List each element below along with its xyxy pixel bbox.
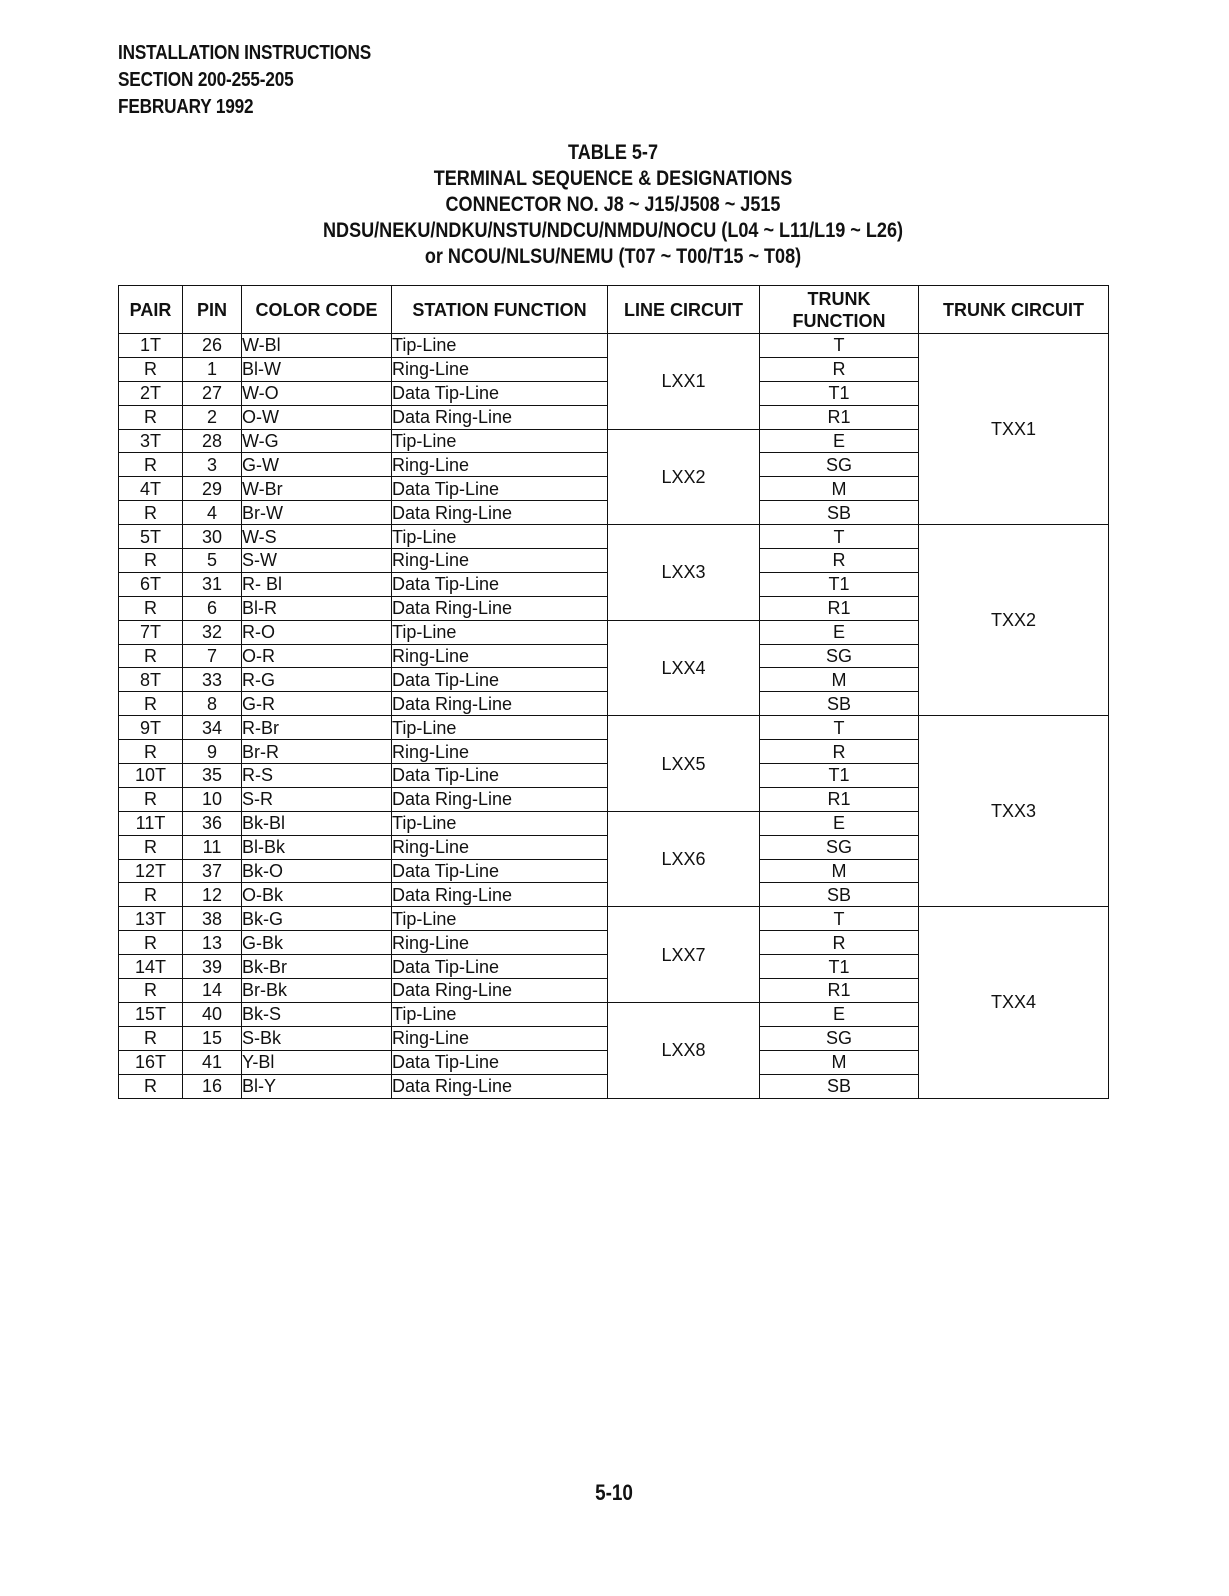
line-circuit-cell: LXX7 <box>608 907 760 1003</box>
color-code-cell: Br-R <box>242 740 392 764</box>
trunk-function-cell: SG <box>760 1026 919 1050</box>
station-function-cell: Data Ring-Line <box>392 501 608 525</box>
pair-cell: 4T <box>119 477 183 501</box>
trunk-function-cell: R1 <box>760 787 919 811</box>
color-code-cell: G-Bk <box>242 931 392 955</box>
pair-cell: 10T <box>119 764 183 788</box>
table-title <box>118 140 1108 270</box>
trunk-function-cell: SG <box>760 644 919 668</box>
station-function-cell: Data Ring-Line <box>392 883 608 907</box>
table-body <box>119 334 1109 1099</box>
alternate-pcbs: or NCOU/NLSU/NEMU (T07 ~ T00/T15 ~ T08) <box>424 245 802 268</box>
table-row <box>119 525 1109 549</box>
station-function-cell: Data Ring-Line <box>392 692 608 716</box>
line-circuit-cell: LXX5 <box>608 716 760 812</box>
trunk-function-cell: R <box>760 740 919 764</box>
color-code-cell: O-Bk <box>242 883 392 907</box>
pair-cell: 13T <box>119 907 183 931</box>
pin-cell: 27 <box>183 381 242 405</box>
pair-cell: R <box>119 835 183 859</box>
pin-cell: 10 <box>183 787 242 811</box>
pin-cell: 36 <box>183 811 242 835</box>
line-circuit-cell: LXX3 <box>608 525 760 621</box>
table-row <box>119 716 1109 740</box>
pin-cell: 37 <box>183 859 242 883</box>
station-function-cell: Ring-Line <box>392 453 608 477</box>
station-function-cell: Tip-Line <box>392 334 608 358</box>
color-code-cell: Bk-G <box>242 907 392 931</box>
station-function-cell: Data Tip-Line <box>392 859 608 883</box>
terminal-sequence-table <box>118 285 1109 1099</box>
pin-cell: 1 <box>183 357 242 381</box>
station-function-cell: Data Ring-Line <box>392 405 608 429</box>
col-header-pin: PIN <box>183 286 242 334</box>
pin-cell: 38 <box>183 907 242 931</box>
trunk-function-cell: R <box>760 549 919 573</box>
pair-cell: 11T <box>119 811 183 835</box>
station-function-cell: Data Tip-Line <box>392 1050 608 1074</box>
line-circuit-cell: LXX6 <box>608 811 760 907</box>
color-code-cell: G-W <box>242 453 392 477</box>
station-function-cell: Ring-Line <box>392 740 608 764</box>
trunk-function-cell: E <box>760 429 919 453</box>
station-function-cell: Data Ring-Line <box>392 979 608 1003</box>
station-function-cell: Tip-Line <box>392 811 608 835</box>
pin-cell: 29 <box>183 477 242 501</box>
color-code-cell: Bl-R <box>242 596 392 620</box>
station-function-cell: Tip-Line <box>392 716 608 740</box>
pair-cell: R <box>119 787 183 811</box>
color-code-cell: R-S <box>242 764 392 788</box>
station-function-cell: Data Tip-Line <box>392 764 608 788</box>
color-code-cell: R- Bl <box>242 572 392 596</box>
color-code-cell: Y-Bl <box>242 1050 392 1074</box>
pin-cell: 8 <box>183 692 242 716</box>
document-header <box>118 40 371 121</box>
trunk-function-cell: E <box>760 1002 919 1026</box>
trunk-function-cell: T <box>760 907 919 931</box>
pin-cell: 13 <box>183 931 242 955</box>
pin-cell: 4 <box>183 501 242 525</box>
pair-cell: 5T <box>119 525 183 549</box>
trunk-function-cell: M <box>760 859 919 883</box>
header-date: FEBRUARY 1992 <box>118 96 254 118</box>
pin-cell: 39 <box>183 955 242 979</box>
pair-cell: R <box>119 644 183 668</box>
color-code-cell: S-R <box>242 787 392 811</box>
station-function-cell: Tip-Line <box>392 525 608 549</box>
color-code-cell: Br-Bk <box>242 979 392 1003</box>
pin-cell: 30 <box>183 525 242 549</box>
pair-cell: R <box>119 883 183 907</box>
line-circuit-cell: LXX8 <box>608 1002 760 1098</box>
pair-cell: 3T <box>119 429 183 453</box>
pair-cell: R <box>119 501 183 525</box>
col-header-station-function: STATION FUNCTION <box>392 286 608 334</box>
pair-cell: 7T <box>119 620 183 644</box>
pin-cell: 7 <box>183 644 242 668</box>
station-function-cell: Ring-Line <box>392 931 608 955</box>
pair-cell: 16T <box>119 1050 183 1074</box>
color-code-cell: R-G <box>242 668 392 692</box>
trunk-circuit-cell: TXX4 <box>919 907 1109 1098</box>
color-code-cell: S-W <box>242 549 392 573</box>
trunk-function-cell: SB <box>760 1074 919 1098</box>
pair-cell: R <box>119 1026 183 1050</box>
pair-cell: R <box>119 931 183 955</box>
station-function-cell: Data Tip-Line <box>392 477 608 501</box>
station-function-cell: Tip-Line <box>392 1002 608 1026</box>
station-function-cell: Ring-Line <box>392 644 608 668</box>
pin-cell: 6 <box>183 596 242 620</box>
header-doc-type: INSTALLATION INSTRUCTIONS <box>118 42 372 64</box>
pin-cell: 5 <box>183 549 242 573</box>
color-code-cell: W-Bl <box>242 334 392 358</box>
color-code-cell: Bk-O <box>242 859 392 883</box>
station-function-cell: Data Tip-Line <box>392 668 608 692</box>
station-function-cell: Tip-Line <box>392 907 608 931</box>
pin-cell: 15 <box>183 1026 242 1050</box>
pair-cell: 15T <box>119 1002 183 1026</box>
pair-cell: R <box>119 979 183 1003</box>
pair-cell: R <box>119 405 183 429</box>
pin-cell: 12 <box>183 883 242 907</box>
trunk-function-cell: T1 <box>760 381 919 405</box>
color-code-cell: W-S <box>242 525 392 549</box>
pin-cell: 3 <box>183 453 242 477</box>
line-circuit-cell: LXX4 <box>608 620 760 716</box>
table-row <box>119 907 1109 931</box>
pin-cell: 14 <box>183 979 242 1003</box>
trunk-function-cell: T <box>760 716 919 740</box>
station-function-cell: Data Ring-Line <box>392 1074 608 1098</box>
trunk-function-cell: T1 <box>760 955 919 979</box>
pair-cell: 9T <box>119 716 183 740</box>
page-number <box>0 1480 1229 1506</box>
trunk-function-cell: T <box>760 334 919 358</box>
color-code-cell: Bk-S <box>242 1002 392 1026</box>
trunk-function-cell: SG <box>760 453 919 477</box>
pin-cell: 33 <box>183 668 242 692</box>
station-function-cell: Ring-Line <box>392 357 608 381</box>
pair-cell: 2T <box>119 381 183 405</box>
header-section: SECTION 200-255-205 <box>118 69 294 91</box>
trunk-function-cell: E <box>760 811 919 835</box>
color-code-cell: S-Bk <box>242 1026 392 1050</box>
trunk-function-cell: R1 <box>760 979 919 1003</box>
col-header-trunk-function: TRUNK FUNCTION <box>760 286 919 334</box>
trunk-function-cell: R1 <box>760 596 919 620</box>
station-function-cell: Ring-Line <box>392 1026 608 1050</box>
color-code-cell: Bl-W <box>242 357 392 381</box>
pin-cell: 40 <box>183 1002 242 1026</box>
trunk-function-cell: M <box>760 477 919 501</box>
trunk-function-cell: T <box>760 525 919 549</box>
trunk-function-cell: SG <box>760 835 919 859</box>
trunk-function-cell: SB <box>760 501 919 525</box>
pin-cell: 11 <box>183 835 242 859</box>
pair-cell: R <box>119 453 183 477</box>
pin-cell: 31 <box>183 572 242 596</box>
color-code-cell: Bk-Br <box>242 955 392 979</box>
trunk-function-cell: SB <box>760 883 919 907</box>
pin-cell: 2 <box>183 405 242 429</box>
table-number: TABLE 5-7 <box>568 141 658 164</box>
col-header-pair: PAIR <box>119 286 183 334</box>
trunk-function-cell: E <box>760 620 919 644</box>
trunk-circuit-cell: TXX3 <box>919 716 1109 907</box>
color-code-cell: W-G <box>242 429 392 453</box>
color-code-cell: Bl-Bk <box>242 835 392 859</box>
station-function-cell: Data Ring-Line <box>392 596 608 620</box>
trunk-function-cell: M <box>760 1050 919 1074</box>
pair-cell: R <box>119 357 183 381</box>
trunk-function-cell: R1 <box>760 405 919 429</box>
col-header-color-code: COLOR CODE <box>242 286 392 334</box>
col-header-trunk-circuit: TRUNK CIRCUIT <box>919 286 1109 334</box>
page-number-text: 5-10 <box>595 1480 634 1505</box>
pin-cell: 41 <box>183 1050 242 1074</box>
table-name: TERMINAL SEQUENCE & DESIGNATIONS <box>433 167 793 190</box>
color-code-cell: R-O <box>242 620 392 644</box>
connector-numbers: CONNECTOR NO. J8 ~ J15/J508 ~ J515 <box>445 193 781 216</box>
pair-cell: R <box>119 549 183 573</box>
pin-cell: 9 <box>183 740 242 764</box>
applicable-pcbs: NDSU/NEKU/NDKU/NSTU/NDCU/NMDU/NOCU (L04 ~ L11/L19 ~ L26) <box>322 219 904 242</box>
color-code-cell: Bk-Bl <box>242 811 392 835</box>
pin-cell: 26 <box>183 334 242 358</box>
color-code-cell: O-W <box>242 405 392 429</box>
station-function-cell: Data Tip-Line <box>392 381 608 405</box>
color-code-cell: G-R <box>242 692 392 716</box>
pin-cell: 16 <box>183 1074 242 1098</box>
station-function-cell: Data Tip-Line <box>392 955 608 979</box>
color-code-cell: O-R <box>242 644 392 668</box>
pair-cell: 14T <box>119 955 183 979</box>
color-code-cell: W-Br <box>242 477 392 501</box>
pin-cell: 35 <box>183 764 242 788</box>
pin-cell: 28 <box>183 429 242 453</box>
pair-cell: R <box>119 740 183 764</box>
pair-cell: 8T <box>119 668 183 692</box>
trunk-function-cell: SB <box>760 692 919 716</box>
station-function-cell: Ring-Line <box>392 549 608 573</box>
pin-cell: 32 <box>183 620 242 644</box>
trunk-function-cell: M <box>760 668 919 692</box>
trunk-circuit-cell: TXX2 <box>919 525 1109 716</box>
pair-cell: 1T <box>119 334 183 358</box>
pair-cell: R <box>119 692 183 716</box>
trunk-function-cell: T1 <box>760 764 919 788</box>
station-function-cell: Data Tip-Line <box>392 572 608 596</box>
station-function-cell: Ring-Line <box>392 835 608 859</box>
line-circuit-cell: LXX1 <box>608 334 760 430</box>
table-header-row <box>119 286 1109 334</box>
color-code-cell: Bl-Y <box>242 1074 392 1098</box>
color-code-cell: W-O <box>242 381 392 405</box>
line-circuit-cell: LXX2 <box>608 429 760 525</box>
table-row <box>119 334 1109 358</box>
trunk-function-cell: T1 <box>760 572 919 596</box>
station-function-cell: Tip-Line <box>392 620 608 644</box>
pair-cell: R <box>119 596 183 620</box>
color-code-cell: Br-W <box>242 501 392 525</box>
pair-cell: R <box>119 1074 183 1098</box>
pair-cell: 12T <box>119 859 183 883</box>
trunk-circuit-cell: TXX1 <box>919 334 1109 525</box>
trunk-function-cell: R <box>760 357 919 381</box>
color-code-cell: R-Br <box>242 716 392 740</box>
col-header-line-circuit: LINE CIRCUIT <box>608 286 760 334</box>
pin-cell: 34 <box>183 716 242 740</box>
pair-cell: 6T <box>119 572 183 596</box>
station-function-cell: Tip-Line <box>392 429 608 453</box>
trunk-function-cell: R <box>760 931 919 955</box>
station-function-cell: Data Ring-Line <box>392 787 608 811</box>
